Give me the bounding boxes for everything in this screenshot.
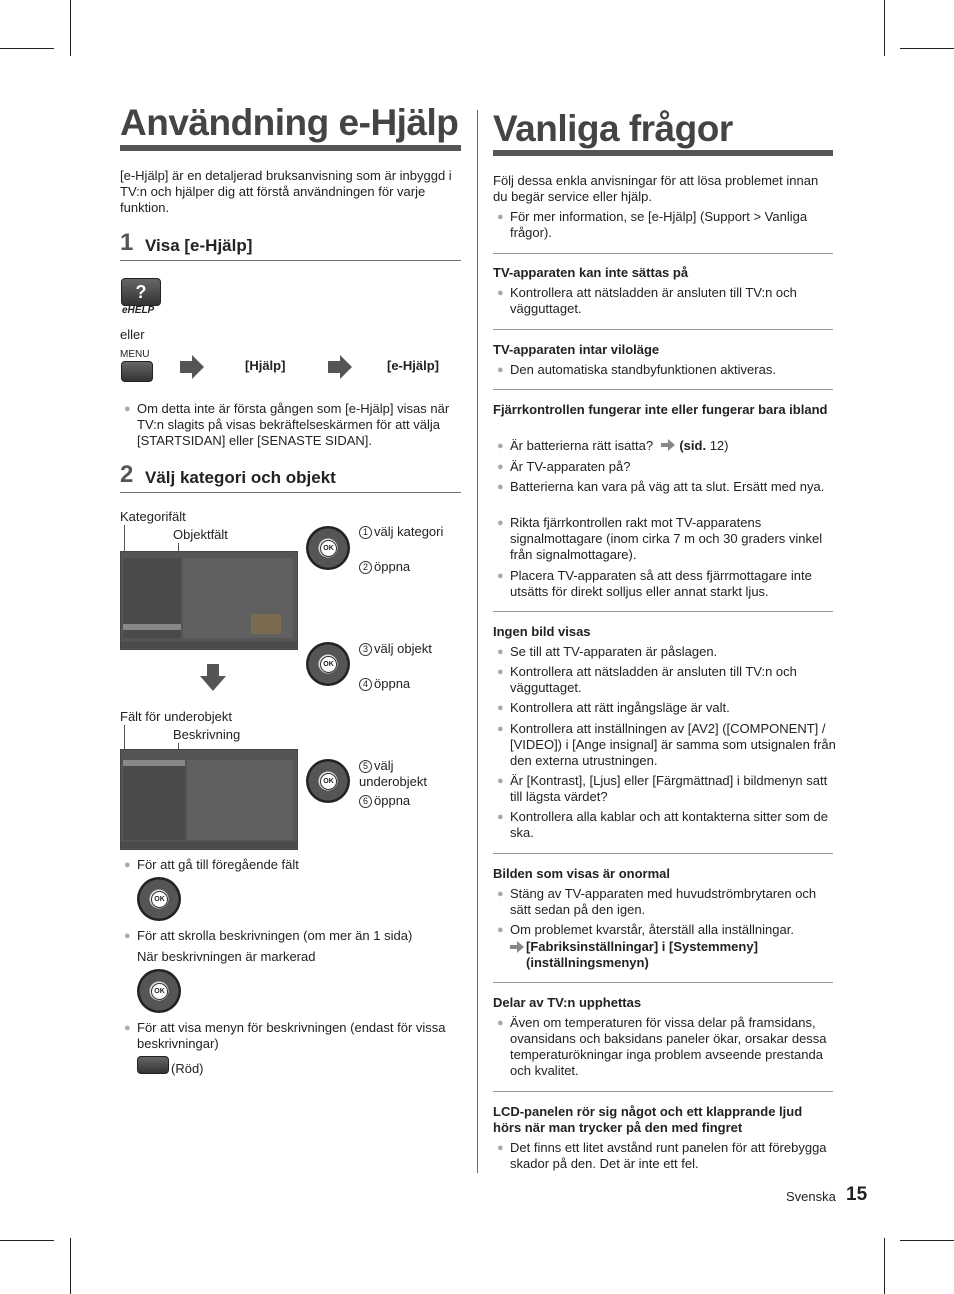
faq-heading: LCD-panelen rör sig något och ett klapprande ljud hörs när man trycker på den med fingret bbox=[493, 1104, 803, 1135]
list-item: ● Även om temperaturen för vissa delar på framsidans, ovansidans och baksidans paneler ökar, orsakar dessa temperaturökningar inga problem avseende prestanda och kvalitet. bbox=[497, 1015, 827, 1078]
section-rule bbox=[493, 389, 833, 390]
control-step: 6 öppna bbox=[359, 793, 410, 808]
reference-link: [Fabriksinställningar] i [Systemmeny] (inställningsmenyn) bbox=[526, 939, 758, 970]
list-item: ● För att visa menyn för beskrivningen (endast för vissa beskrivningar) bbox=[124, 1020, 446, 1051]
ehelp-screen-thumbnail bbox=[120, 551, 298, 650]
crop-mark bbox=[884, 0, 885, 56]
nav-ehjalp: [e-Hjälp] bbox=[387, 358, 439, 373]
list-item: ● Kontrollera alla kablar och att kontakterna sitter som de ska. bbox=[497, 809, 828, 840]
step-number: 1 bbox=[120, 229, 134, 256]
section-rule bbox=[493, 253, 833, 254]
list-item: ● Den automatiska standbyfunktionen aktiveras. bbox=[497, 362, 776, 377]
arrow-right-icon bbox=[660, 439, 676, 451]
crop-mark bbox=[70, 1238, 71, 1294]
crop-mark bbox=[0, 48, 54, 49]
list-item: ● Stäng av TV-apparaten med huvudströmbrytaren och sätt sedan på den igen. bbox=[497, 886, 817, 917]
faq-intro: Följ dessa enkla anvisningar för att lösa problemet innan du begär service eller hjälp. bbox=[493, 173, 819, 204]
intro-text: [e-Hjälp] är en detaljerad bruksanvisning som är inbyggd i TV:n och hjälper dig att förstå användningen för varje funktion. bbox=[120, 168, 452, 215]
arrow-down-icon bbox=[200, 664, 226, 692]
label-beskrivning: Beskrivning bbox=[173, 727, 241, 742]
page-title-left: Användning e-Hjälp bbox=[120, 102, 459, 143]
label-falt-underobjekt: Fält för underobjekt bbox=[120, 709, 233, 724]
section-rule bbox=[493, 853, 833, 854]
nav-hjalp: [Hjälp] bbox=[245, 358, 286, 373]
menu-button[interactable] bbox=[121, 361, 153, 382]
pointer-line bbox=[124, 725, 125, 751]
faq-heading: Fjärrkontrollen fungerar inte eller fungerar bara ibland bbox=[493, 402, 828, 417]
ok-button[interactable]: OK bbox=[320, 656, 337, 673]
crop-mark bbox=[70, 0, 71, 56]
step-number: 2 bbox=[120, 461, 134, 488]
arrow-right-icon bbox=[178, 355, 206, 379]
faq-heading: Delar av TV:n upphettas bbox=[493, 995, 642, 1010]
ehelp-description-thumbnail bbox=[120, 749, 298, 850]
control-step: 2 öppna bbox=[359, 559, 410, 574]
page-title-right: Vanliga frågor bbox=[493, 108, 733, 149]
title-rule bbox=[120, 145, 461, 151]
tip-subtext: När beskrivningen är markerad bbox=[137, 949, 316, 964]
crop-mark bbox=[900, 48, 954, 49]
step-rule bbox=[120, 260, 461, 261]
crop-mark bbox=[0, 1240, 54, 1241]
list-item: ● Rikta fjärrkontrollen rakt mot TV-apparatens signalmottagare (inom cirka 7 m och 30 graders vinkel från signalmottagare). bbox=[497, 515, 823, 562]
section-rule bbox=[493, 329, 833, 330]
list-item: ● För mer information, se [e-Hjälp] (Support > Vanliga frågor). bbox=[497, 209, 808, 240]
red-button[interactable] bbox=[137, 1056, 169, 1074]
faq-heading: TV-apparaten kan inte sättas på bbox=[493, 265, 689, 280]
crop-mark bbox=[884, 1238, 885, 1294]
menu-label: MENU bbox=[120, 349, 150, 360]
control-step: 1 välj kategori bbox=[359, 524, 443, 539]
faq-heading: Bilden som visas är onormal bbox=[493, 866, 671, 881]
control-step: 4 öppna bbox=[359, 676, 410, 691]
section-rule bbox=[493, 611, 833, 612]
title-rule bbox=[493, 150, 833, 156]
list-item: ● Placera TV-apparaten så att dess fjärrmottagare inte utsätts för direkt solljus eller annat starkt ljus. bbox=[497, 568, 812, 599]
control-step: 3 välj objekt bbox=[359, 641, 432, 656]
section-rule bbox=[493, 1091, 833, 1092]
faq-heading: Ingen bild visas bbox=[493, 624, 591, 639]
list-item: ● För att skrolla beskrivningen (om mer än 1 sida) bbox=[124, 928, 413, 943]
pointer-line bbox=[124, 525, 125, 553]
list-item: ● Är [Kontrast], [Ljus] eller [Färgmättnad] i bildmenyn satt till lägsta värdet? bbox=[497, 773, 828, 804]
arrow-right-icon bbox=[326, 355, 354, 379]
label-objektfalt: Objektfält bbox=[173, 527, 228, 542]
list-item: ● För att gå till föregående fält bbox=[124, 857, 299, 872]
list-item: ● Är TV-apparaten på? bbox=[497, 459, 631, 474]
column-divider bbox=[477, 110, 478, 1173]
ok-button[interactable]: OK bbox=[151, 983, 168, 1000]
list-item: ● Se till att TV-apparaten är påslagen. bbox=[497, 644, 718, 659]
list-item: ● Är batterierna rätt isatta? (sid. 12) bbox=[497, 438, 729, 453]
list-item: ● Om detta inte är första gången som [e-Hjälp] visas när TV:n slagits på visas bekräftelseskärmen för att välja [STARTSIDAN] eller [SENASTE SIDAN]. bbox=[124, 401, 450, 448]
ok-button[interactable]: OK bbox=[320, 773, 337, 790]
label-kategorifalt: Kategorifält bbox=[120, 509, 186, 524]
list-item: ● Batterierna kan vara på väg att ta slut. Ersätt med nya. bbox=[497, 479, 825, 494]
control-step: 5 välj underobjekt bbox=[359, 758, 427, 789]
help-button-label: eHELP bbox=[122, 305, 155, 316]
help-button[interactable] bbox=[121, 278, 161, 306]
ok-button[interactable]: OK bbox=[320, 540, 337, 557]
arrow-right-icon bbox=[509, 941, 525, 953]
list-item: ● Kontrollera att nätsladden är ansluten till TV:n och vägguttaget. bbox=[497, 664, 797, 695]
eller-text: eller bbox=[120, 327, 145, 342]
list-item: ● Kontrollera att nätsladden är ansluten till TV:n och vägguttaget. bbox=[497, 285, 797, 316]
section-rule bbox=[493, 982, 833, 983]
step-rule bbox=[120, 492, 461, 493]
step-title: Välj kategori och objekt bbox=[145, 468, 336, 487]
list-item: ● Kontrollera att inställningen av [AV2] ([COMPONENT] / [VIDEO]) i [Ange insignal] är samma som utsignalen från den externa utrustningen. bbox=[497, 721, 836, 768]
list-item: ● Det finns ett litet avstånd runt panelen för att förebygga skador på den. Det är inte ett fel. bbox=[497, 1140, 827, 1171]
list-item: ● Kontrollera att rätt ingångsläge är valt. bbox=[497, 700, 730, 715]
ok-button[interactable]: OK bbox=[151, 891, 168, 908]
question-icon: ? bbox=[135, 282, 147, 302]
list-item: ● Om problemet kvarstår, återställ alla inställningar. bbox=[497, 922, 794, 937]
step-title: Visa [e-Hjälp] bbox=[145, 236, 253, 255]
crop-mark bbox=[900, 1240, 954, 1241]
faq-heading: TV-apparaten intar viloläge bbox=[493, 342, 660, 357]
footer-language: Svenska bbox=[786, 1189, 836, 1204]
red-label: (Röd) bbox=[171, 1061, 204, 1076]
page-number: 15 bbox=[846, 1184, 868, 1205]
